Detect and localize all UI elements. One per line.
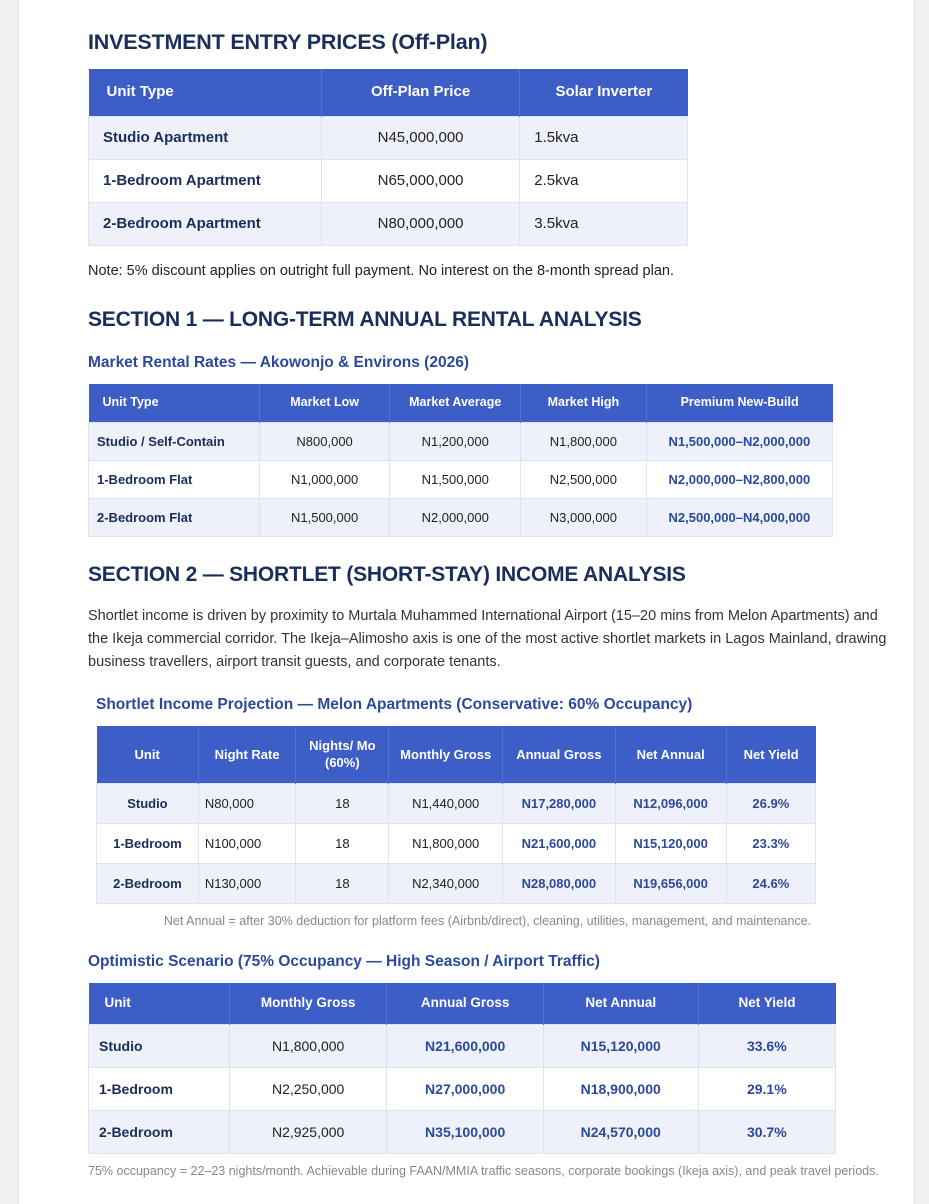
table-header-row (89, 983, 836, 1024)
cell-annual-gross: N35,100,000 (387, 1110, 543, 1153)
table-row (89, 116, 688, 159)
cell-market-average: N1,200,000 (390, 422, 521, 460)
cell-premium-new-build: N1,500,000–N2,000,000 (646, 422, 832, 460)
cell-unit-type: 2-Bedroom Flat (89, 498, 260, 536)
cell-nights-per-month: 18 (296, 823, 389, 863)
column-header-off-plan-price: Off-Plan Price (321, 69, 519, 116)
section-2-heading: SECTION 2 — SHORTLET (SHORT-STAY) INCOME ANALYSIS (88, 562, 686, 586)
cell-unit: Studio (89, 1024, 230, 1067)
column-header-net-yield: Net Yield (698, 983, 835, 1024)
page-title: INVESTMENT ENTRY PRICES (Off-Plan) (88, 30, 488, 54)
column-header-unit: Unit (97, 726, 199, 783)
column-header-monthly-gross: Monthly Gross (229, 983, 387, 1024)
cell-monthly-gross: N1,800,000 (229, 1024, 387, 1067)
column-header-market-low: Market Low (259, 384, 390, 422)
column-header-solar-inverter: Solar Inverter (520, 69, 688, 116)
optimistic-footnote: 75% occupancy = 22–23 nights/month. Achievable during FAAN/MMIA traffic seasons, corporate bookings (Ikeja axis), and peak travel periods. (88, 1163, 879, 1178)
column-header-unit: Unit (89, 983, 230, 1024)
cell-premium-new-build: N2,500,000–N4,000,000 (646, 498, 832, 536)
column-header-net-annual: Net Annual (615, 726, 726, 783)
cell-net-yield: 29.1% (698, 1067, 835, 1110)
cell-solar-inverter: 2.5kva (520, 159, 688, 202)
column-header-net-annual: Net Annual (543, 983, 698, 1024)
cell-net-annual: N15,120,000 (543, 1024, 698, 1067)
column-header-annual-gross: Annual Gross (387, 983, 543, 1024)
cell-market-average: N1,500,000 (390, 460, 521, 498)
cell-annual-gross: N28,080,000 (503, 863, 616, 903)
cell-night-rate: N100,000 (198, 823, 296, 863)
cell-net-yield: 33.6% (698, 1024, 835, 1067)
cell-market-low: N800,000 (259, 422, 390, 460)
table-row (97, 823, 816, 863)
table-row (89, 1110, 836, 1153)
conservative-footnote: Net Annual = after 30% deduction for platform fees (Airbnb/direct), cleaning, utilities, management, and maintenance. (163, 913, 812, 928)
cell-night-rate: N80,000 (198, 783, 296, 823)
table-header (97, 726, 816, 783)
cell-market-high: N3,000,000 (521, 498, 647, 536)
cell-annual-gross: N21,600,000 (387, 1024, 543, 1067)
cell-off-plan-price: N45,000,000 (321, 116, 519, 159)
cell-unit-type: 1-Bedroom Apartment (89, 159, 322, 202)
column-header-net-yield: Net Yield (726, 726, 815, 783)
cell-unit-type: Studio Apartment (89, 116, 322, 159)
cell-solar-inverter: 1.5kva (520, 116, 688, 159)
cell-monthly-gross: N2,340,000 (389, 863, 503, 903)
cell-monthly-gross: N2,925,000 (229, 1110, 387, 1153)
cell-annual-gross: N21,600,000 (503, 823, 616, 863)
section-2-intro: Shortlet income is driven by proximity to Murtala Muhammed International Airport (15–20 mins from Melon Apartments) and the Ikeja commercial corridor. The Ikeja–Alimosho axis is one of the most active shortlet markets in Lagos Mainland, drawing business travellers, airport transit guests, and corporate tenants. (88, 607, 887, 671)
table-header-row (89, 69, 688, 116)
table-header (89, 69, 688, 116)
table-header-row (89, 384, 833, 422)
cell-monthly-gross: N2,250,000 (229, 1067, 387, 1110)
cell-net-annual: N12,096,000 (615, 783, 726, 823)
cell-unit-type: 2-Bedroom Apartment (89, 202, 322, 245)
table-row (89, 422, 833, 460)
cell-unit-type: Studio / Self-Contain (89, 422, 260, 460)
cell-unit: 1-Bedroom (89, 1067, 230, 1110)
conservative-scenario-subheading: Shortlet Income Projection — Melon Apartments (Conservative: 60% Occupancy) (96, 696, 693, 714)
investment-entry-prices-table (88, 69, 688, 246)
cell-monthly-gross: N1,800,000 (389, 823, 503, 863)
shortlet-optimistic-table (88, 983, 836, 1154)
column-header-market-average: Market Average (390, 384, 521, 422)
cell-unit-type: 1-Bedroom Flat (89, 460, 260, 498)
cell-solar-inverter: 3.5kva (520, 202, 688, 245)
table-row (97, 783, 816, 823)
column-header-unit-type: Unit Type (89, 69, 322, 116)
cell-monthly-gross: N1,440,000 (389, 783, 503, 823)
table-header (89, 983, 836, 1024)
cell-net-yield: 23.3% (726, 823, 815, 863)
column-header-night-rate: Night Rate (198, 726, 296, 783)
cell-net-yield: 26.9% (726, 783, 815, 823)
column-header-nights-per-month: Nights/ Mo (60%) (296, 726, 389, 783)
cell-market-average: N2,000,000 (390, 498, 521, 536)
cell-net-annual: N24,570,000 (543, 1110, 698, 1153)
cell-market-low: N1,500,000 (259, 498, 390, 536)
cell-net-yield: 30.7% (698, 1110, 835, 1153)
column-header-unit-type: Unit Type (89, 384, 260, 422)
cell-unit: Studio (97, 783, 199, 823)
table-row (89, 202, 688, 245)
section-1-heading: SECTION 1 — LONG-TERM ANNUAL RENTAL ANALYSIS (88, 308, 642, 332)
document-content (88, 30, 887, 1180)
table-header-row (97, 726, 816, 783)
table-row (89, 159, 688, 202)
table-body (97, 783, 816, 903)
cell-unit: 1-Bedroom (97, 823, 199, 863)
cell-annual-gross: N17,280,000 (503, 783, 616, 823)
column-header-market-high: Market High (521, 384, 647, 422)
cell-night-rate: N130,000 (198, 863, 296, 903)
optimistic-scenario-subheading: Optimistic Scenario (75% Occupancy — High Season / Airport Traffic) (88, 952, 600, 970)
payment-note: Note: 5% discount applies on outright full payment. No interest on the 8-month spread plan. (88, 262, 674, 279)
cell-nights-per-month: 18 (296, 863, 389, 903)
column-header-premium-new-build: Premium New-Build (646, 384, 832, 422)
cell-net-annual: N15,120,000 (615, 823, 726, 863)
cell-off-plan-price: N65,000,000 (321, 159, 519, 202)
cell-premium-new-build: N2,000,000–N2,800,000 (646, 460, 832, 498)
table-row (89, 1067, 836, 1110)
cell-net-annual: N19,656,000 (615, 863, 726, 903)
shortlet-conservative-table (96, 726, 816, 904)
cell-unit: 2-Bedroom (97, 863, 199, 903)
cell-market-high: N1,800,000 (521, 422, 647, 460)
column-header-annual-gross: Annual Gross (503, 726, 616, 783)
market-rental-rates-subheading: Market Rental Rates — Akowonjo & Environs (2026) (88, 354, 469, 372)
table-row (89, 498, 833, 536)
table-row (89, 1024, 836, 1067)
table-header (89, 384, 833, 422)
cell-market-low: N1,000,000 (259, 460, 390, 498)
table-body (89, 1024, 836, 1153)
cell-unit: 2-Bedroom (89, 1110, 230, 1153)
table-row (97, 863, 816, 903)
cell-net-yield: 24.6% (726, 863, 815, 903)
cell-net-annual: N18,900,000 (543, 1067, 698, 1110)
cell-nights-per-month: 18 (296, 783, 389, 823)
table-body (89, 116, 688, 245)
column-header-monthly-gross: Monthly Gross (389, 726, 503, 783)
cell-annual-gross: N27,000,000 (387, 1067, 543, 1110)
table-body (89, 422, 833, 536)
cell-off-plan-price: N80,000,000 (321, 202, 519, 245)
table-row (89, 460, 833, 498)
market-rental-rates-table (88, 384, 833, 537)
cell-market-high: N2,500,000 (521, 460, 647, 498)
